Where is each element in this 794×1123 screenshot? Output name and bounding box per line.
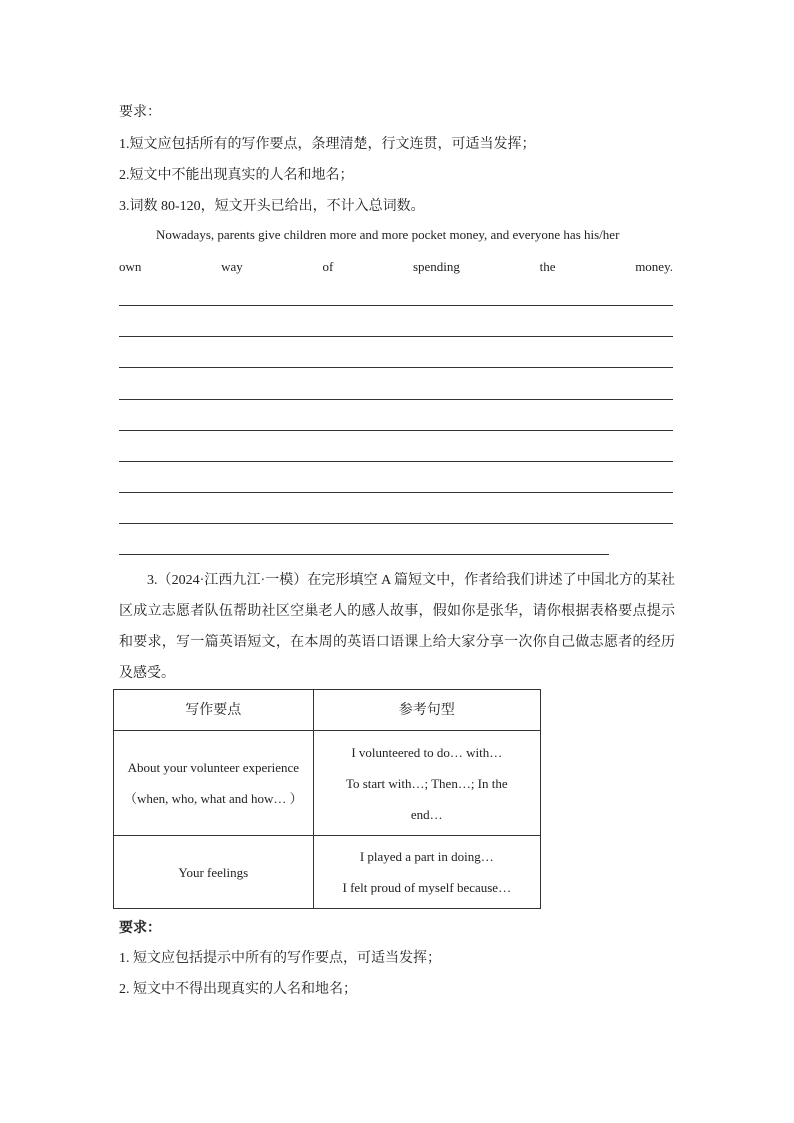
opening-word: spending (412, 259, 460, 274)
writing-line[interactable] (119, 367, 673, 368)
writing-line[interactable] (119, 305, 673, 306)
pattern-line: I played a part in doing… (359, 849, 494, 864)
table-cell-pattern (313, 731, 540, 836)
point-line: （when, who, what and how… ） (123, 791, 303, 806)
table-cell-point (114, 836, 314, 909)
table-row (114, 731, 541, 836)
opening-word: money. (635, 259, 673, 274)
writing-line[interactable] (119, 554, 609, 555)
pattern-line: end… (410, 806, 443, 822)
writing-points-table (113, 689, 541, 909)
requirements-title: 要求： (119, 105, 161, 120)
question-text: 3.（2024·江西九江·一模）在完形填空 A 篇短文中，作者给我们讲述了中国北方的某社区成立志愿者队伍帮助社区空巢老人的感人故事，假如你是张华，请你根据表格要点提示和要求，写一篇英语短文，在本周的英语口语课上给大家分享一次你自己做志愿者的经历及感受。 (119, 573, 675, 681)
table-header: 参考句型 (313, 690, 540, 731)
point-line: About your volunteer experience (127, 760, 300, 775)
opening-word: the (539, 259, 556, 274)
opening-word: own (119, 259, 142, 274)
requirement-item: 3.词数 80-120，短文开头已给出，不计入总词数。 (119, 199, 425, 214)
table-cell-pattern (313, 836, 540, 909)
table-row (114, 836, 541, 909)
requirements-title: 要求： (119, 921, 161, 936)
opening-word: way (221, 259, 243, 274)
writing-line[interactable] (119, 399, 673, 400)
table-cell-point (114, 731, 314, 836)
writing-line[interactable] (119, 492, 673, 493)
opening-word: of (322, 259, 334, 274)
requirement-item: 2.短文中不能出现真实的人名和地名； (119, 168, 354, 183)
writing-line[interactable] (119, 461, 673, 462)
writing-line[interactable] (119, 523, 673, 524)
requirement-item: 1. 短文应包括提示中所有的写作要点，可适当发挥； (119, 951, 441, 966)
writing-line[interactable] (119, 430, 673, 431)
pattern-line: I felt proud of myself because… (342, 880, 512, 895)
table-header: 写作要点 (114, 690, 314, 731)
pattern-line: To start with…; Then…; In the (345, 775, 508, 791)
point-line: Your feelings (178, 864, 249, 880)
writing-line[interactable] (119, 336, 673, 337)
requirement-item: 2. 短文中不得出现真实的人名和地名； (119, 982, 357, 997)
pattern-line: I volunteered to do… with… (351, 744, 503, 760)
table-header-row (114, 690, 541, 731)
question-paragraph (119, 565, 675, 689)
requirement-item: 1.短文应包括所有的写作要点，条理清楚，行文连贯，可适当发挥； (119, 137, 536, 152)
opening-sentence-line2 (119, 259, 673, 275)
opening-sentence-line1: Nowadays, parents give children more and more pocket money, and everyone has his/her (156, 227, 620, 242)
